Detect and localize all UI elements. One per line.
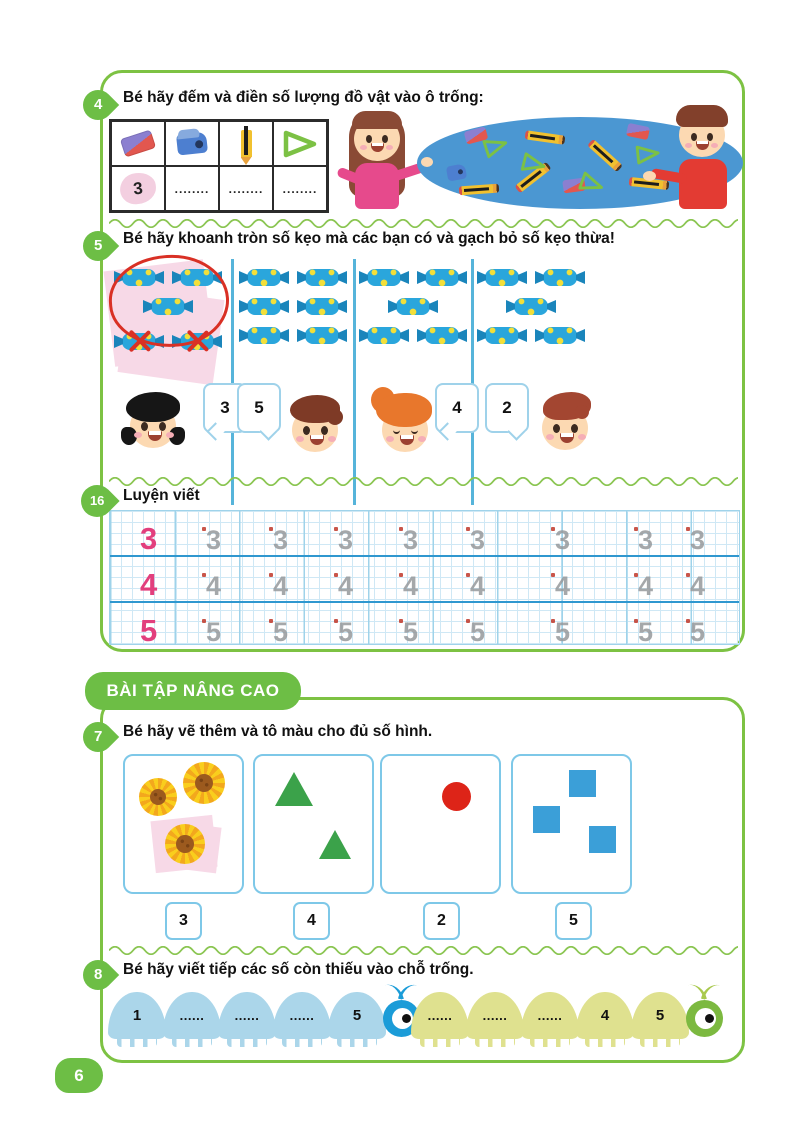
exercise-4-badge: 4: [77, 84, 119, 126]
set-square-icon: [576, 169, 608, 199]
target-count: 2: [423, 902, 460, 940]
exercise-7-badge: 7: [77, 716, 119, 758]
caterpillar-eye: [392, 1008, 413, 1029]
exercise-5-badge: 5: [77, 225, 119, 267]
candy-icon: [514, 298, 548, 315]
candy-icon: [396, 298, 430, 315]
candy-group-2: [237, 269, 349, 344]
boy-red-hair-face: [535, 391, 595, 455]
caterpillar-segment: ......: [273, 992, 331, 1039]
trace-numeral: 4: [470, 571, 486, 601]
set-square-icon: [273, 121, 327, 166]
trace-numeral: 5: [273, 617, 289, 647]
trace-numeral: 4: [555, 571, 571, 601]
trace-numeral: 4: [206, 571, 222, 601]
trace-numeral: 5: [690, 617, 706, 647]
circle-icon: [442, 782, 471, 811]
column-divider: [231, 259, 234, 505]
trace-numeral: 4: [273, 571, 289, 601]
trace-numeral: 4: [638, 571, 654, 601]
trace-numeral: 5: [403, 617, 419, 647]
trace-numeral: 4: [403, 571, 419, 601]
set-square-icon: [519, 150, 550, 178]
candy-crossed-icon: [122, 333, 156, 350]
square-icon: [589, 826, 616, 853]
caterpillar-head: [686, 1000, 723, 1037]
caterpillar-segment: ......: [466, 992, 524, 1039]
candy-crossed-icon: [180, 333, 214, 350]
pencil-icon: [587, 139, 623, 172]
candy-icon: [305, 327, 339, 344]
worksheet-section-top: [89, 70, 745, 652]
trace-numeral: 3: [555, 525, 571, 555]
girl-orange-hair-face: [375, 393, 435, 457]
boy-character: [645, 97, 745, 215]
trace-numeral: 3: [403, 525, 419, 555]
triangle-icon: [275, 772, 313, 806]
shape-box-sunflowers: [123, 754, 244, 894]
caterpillar-segment: 5: [328, 992, 386, 1039]
answer-cell-pencil: ........: [219, 166, 273, 211]
trace-numeral: 3: [470, 525, 486, 555]
example-numeral: 3: [140, 521, 158, 556]
candy-icon: [367, 269, 401, 286]
pencil-icon: [459, 184, 500, 196]
trace-numeral: 5: [206, 617, 222, 647]
candy-icon: [247, 269, 281, 286]
caterpillar-blue: [108, 992, 420, 1039]
caterpillar-segment: ......: [163, 992, 221, 1039]
speech-bubble: 3: [203, 383, 247, 433]
candy-icon: [247, 327, 281, 344]
candy-icon: [543, 269, 577, 286]
eraser-icon: [111, 121, 165, 166]
caterpillar-segment: ......: [218, 992, 276, 1039]
answer-cell-eraser: [111, 166, 165, 211]
column-divider: [353, 259, 356, 505]
square-icon: [569, 770, 596, 797]
exercise-7-title: Bé hãy vẽ thêm và tô màu cho đủ số hình.: [123, 723, 433, 740]
sharpener-icon: [165, 121, 219, 166]
candy-group-4: [477, 269, 585, 344]
girl-character: [335, 101, 427, 213]
sunflower-icon: [165, 824, 205, 864]
trace-numeral: 4: [690, 571, 706, 601]
candy-icon: [425, 327, 459, 344]
target-count: 4: [293, 902, 330, 940]
answer-value: 3: [118, 171, 157, 206]
shape-box-triangles: [253, 754, 374, 894]
shape-box-squares: [511, 754, 632, 894]
triangle-icon: [319, 830, 351, 859]
advanced-exercises-banner: BÀI TẬP NÂNG CAO: [85, 672, 301, 710]
candy-icon: [367, 327, 401, 344]
caterpillar-segment: 4: [576, 992, 634, 1039]
exercise-8-badge: 8: [77, 954, 119, 996]
worksheet-section-bottom: [93, 697, 745, 1063]
red-x-mark: [183, 327, 211, 355]
candy-group-3: [359, 269, 467, 344]
candy-icon: [305, 269, 339, 286]
wavy-separator: [109, 946, 738, 955]
trace-numeral: 3: [338, 525, 354, 555]
caterpillar-eye: [695, 1008, 716, 1029]
speech-bubble: 2: [485, 383, 529, 433]
sharpener-icon: [446, 163, 467, 181]
sunflower-icon: [139, 778, 177, 816]
caterpillar-green: [411, 992, 723, 1039]
target-count: 5: [555, 902, 592, 940]
caterpillar-segment: 5: [631, 992, 689, 1039]
count-table: [109, 119, 329, 213]
trace-numeral: 3: [638, 525, 654, 555]
candy-icon: [305, 298, 339, 315]
sunflower-icon: [183, 762, 225, 804]
pencil-icon: [525, 130, 566, 144]
exercise-8-title: Bé hãy viết tiếp các số còn thiếu vào chỗ trống.: [123, 961, 474, 978]
answer-cell-set-square: ........: [273, 166, 327, 211]
page-number: 6: [55, 1058, 103, 1093]
exercise-16-title: Luyện viết: [123, 487, 200, 504]
column-divider: [471, 259, 474, 505]
trace-numeral: 5: [470, 617, 486, 647]
example-numeral: 5: [140, 613, 158, 648]
target-count: 3: [165, 902, 202, 940]
caterpillar-segment: ......: [411, 992, 469, 1039]
trace-numeral: 5: [338, 617, 354, 647]
girl-black-hair-face: [123, 389, 183, 453]
candy-icon: [485, 327, 519, 344]
example-numeral: 4: [140, 567, 158, 602]
caterpillar-segment: ......: [521, 992, 579, 1039]
candy-icon: [247, 298, 281, 315]
trace-numeral: 3: [206, 525, 222, 555]
trace-numeral: 3: [273, 525, 289, 555]
writing-practice-grid: [109, 510, 740, 648]
shape-box-circle: [380, 754, 501, 894]
wavy-separator: [109, 219, 738, 228]
pencil-icon: [219, 121, 273, 166]
trace-numeral: 4: [338, 571, 354, 601]
speech-bubble: 4: [435, 383, 479, 433]
trace-numeral: 5: [638, 617, 654, 647]
candy-icon: [425, 269, 459, 286]
wavy-separator: [109, 477, 738, 486]
candy-icon: [543, 327, 577, 344]
answer-cell-sharpener: ........: [165, 166, 219, 211]
red-x-mark: [125, 327, 153, 355]
trace-numeral: 5: [555, 617, 571, 647]
square-icon: [533, 806, 560, 833]
caterpillar-segment: 1: [108, 992, 166, 1039]
exercise-16-badge: 16: [74, 478, 119, 523]
boy-brown-hair-face: [285, 393, 345, 457]
exercise-5-title: Bé hãy khoanh tròn số kẹo mà các bạn có và gạch bỏ số kẹo thừa!: [123, 230, 615, 247]
speech-bubble: 5: [237, 383, 281, 433]
candy-icon: [485, 269, 519, 286]
trace-numeral: 3: [690, 525, 706, 555]
exercise-4-title: Bé hãy đếm và điền số lượng đồ vật vào ô trống:: [123, 89, 484, 106]
